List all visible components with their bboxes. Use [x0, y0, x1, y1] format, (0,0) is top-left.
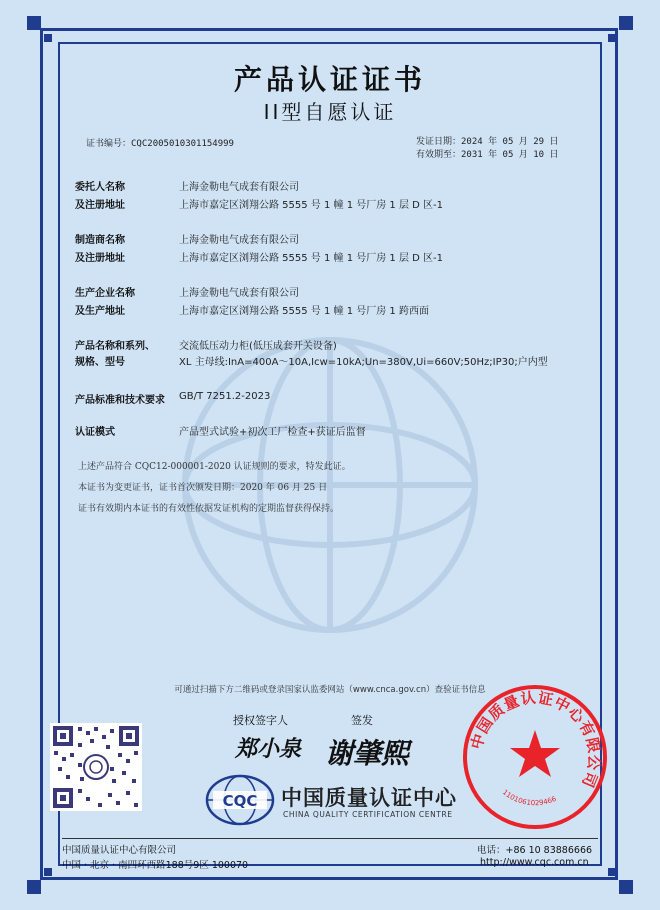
valid-until-value: 2031 年 05 月 10 日	[461, 150, 559, 160]
corner-ornament	[608, 868, 616, 876]
qr-code[interactable]	[50, 723, 142, 811]
cqc-logo-text: CQC	[222, 792, 258, 810]
valid-until-label: 有效期至：	[416, 150, 462, 160]
footer-website[interactable]: http://www.cqc.com.cn	[480, 857, 589, 868]
certificate-number	[86, 136, 234, 149]
verification-note: 可通过扫描下方二维码或登录国家认监委网站（www.cnca.gov.cn）查验证书信息	[174, 685, 486, 695]
seal-code: 1101061029466	[500, 788, 558, 808]
corner-ornament	[608, 34, 616, 42]
issue-date-label: 发证日期：	[416, 137, 462, 147]
signature-1: 郑小泉	[235, 736, 302, 762]
corner-ornament	[44, 34, 52, 42]
issue-date-value: 2024 年 05 月 29 日	[461, 137, 559, 147]
mode-label: 认证模式	[75, 427, 115, 438]
svg-text:1101061029466	[501, 788, 558, 807]
corner-ornament	[44, 868, 52, 876]
factory-name: 上海金勒电气成套有限公司	[179, 288, 299, 299]
certificate-dates	[416, 136, 558, 162]
cert-no-value: CQC2005010301154999	[131, 139, 234, 149]
factory-address: 上海市嘉定区浏翔公路 5555 号 1 幢 1 号厂房 1 跨西面	[179, 306, 429, 317]
product-label: 产品名称和系列、	[75, 341, 155, 352]
standard-label: 产品标准和技术要求	[75, 395, 165, 406]
signature-2: 谢肇熙	[325, 737, 410, 770]
statement-line-3: 证书有效期内本证书的有效性依据发证机构的定期监督获得保持。	[78, 504, 340, 514]
corner-ornament	[619, 16, 633, 30]
corner-ornament	[619, 880, 633, 894]
applicant-label: 委托人名称	[75, 182, 125, 193]
product-spec: XL 主母线:InA=400A～10A,Icw=10kA;Un=380V,Ui=660V;50Hz;IP30;户内型	[179, 357, 548, 368]
organization-name-en: CHINA QUALITY CERTIFICATION CENTRE	[283, 810, 453, 819]
cert-no-label: 证书编号：	[86, 139, 132, 149]
footer-phone: 电话：+86 10 83886666	[477, 845, 593, 856]
statement-line-2: 本证书为变更证书，证书首次颁发日期：2020 年 06 月 25 日	[78, 483, 328, 493]
applicant-name: 上海金勒电气成套有限公司	[179, 182, 299, 193]
cqc-logo	[205, 774, 275, 826]
corner-ornament	[27, 880, 41, 894]
certificate-title: 产品认证证书	[233, 63, 426, 96]
applicant-address: 上海市嘉定区浏翔公路 5555 号 1 幢 1 号厂房 1 层 D 区-1	[179, 200, 443, 211]
issuer-label: 签发	[351, 714, 373, 727]
red-seal-stamp	[460, 682, 610, 832]
certificate-subtitle: II型自愿认证	[263, 100, 397, 124]
product-name: 交流低压动力柜(低压成套开关设备)	[179, 341, 337, 352]
product-spec-label: 规格、型号	[75, 357, 125, 368]
footer-divider	[62, 838, 598, 839]
factory-label: 生产企业名称	[75, 288, 135, 299]
manufacturer-name: 上海金勒电气成套有限公司	[179, 235, 299, 246]
organization-name-cn: 中国质量认证中心	[281, 786, 457, 810]
statement-line-1: 上述产品符合 CQC12-000001-2020 认证规则的要求，特发此证。	[78, 462, 351, 472]
mode-value: 产品型式试验+初次工厂检查+获证后监督	[179, 427, 366, 438]
manufacturer-label: 制造商名称	[75, 235, 125, 246]
manufacturer-address-label: 及注册地址	[75, 253, 125, 264]
footer-address: 中国 · 北京 · 南四环西路188号9区 100070	[62, 860, 249, 871]
authorized-signer-label: 授权签字人	[233, 714, 288, 727]
manufacturer-address: 上海市嘉定区浏翔公路 5555 号 1 幢 1 号厂房 1 层 D 区-1	[179, 253, 443, 264]
applicant-address-label: 及注册地址	[75, 200, 125, 211]
seal-text: 中国质量认证中心有限公司	[467, 688, 604, 791]
corner-ornament	[27, 16, 41, 30]
standard-value: GB/T 7251.2-2023	[179, 391, 271, 402]
footer-company: 中国质量认证中心有限公司	[62, 845, 177, 856]
factory-address-label: 及生产地址	[75, 306, 125, 317]
